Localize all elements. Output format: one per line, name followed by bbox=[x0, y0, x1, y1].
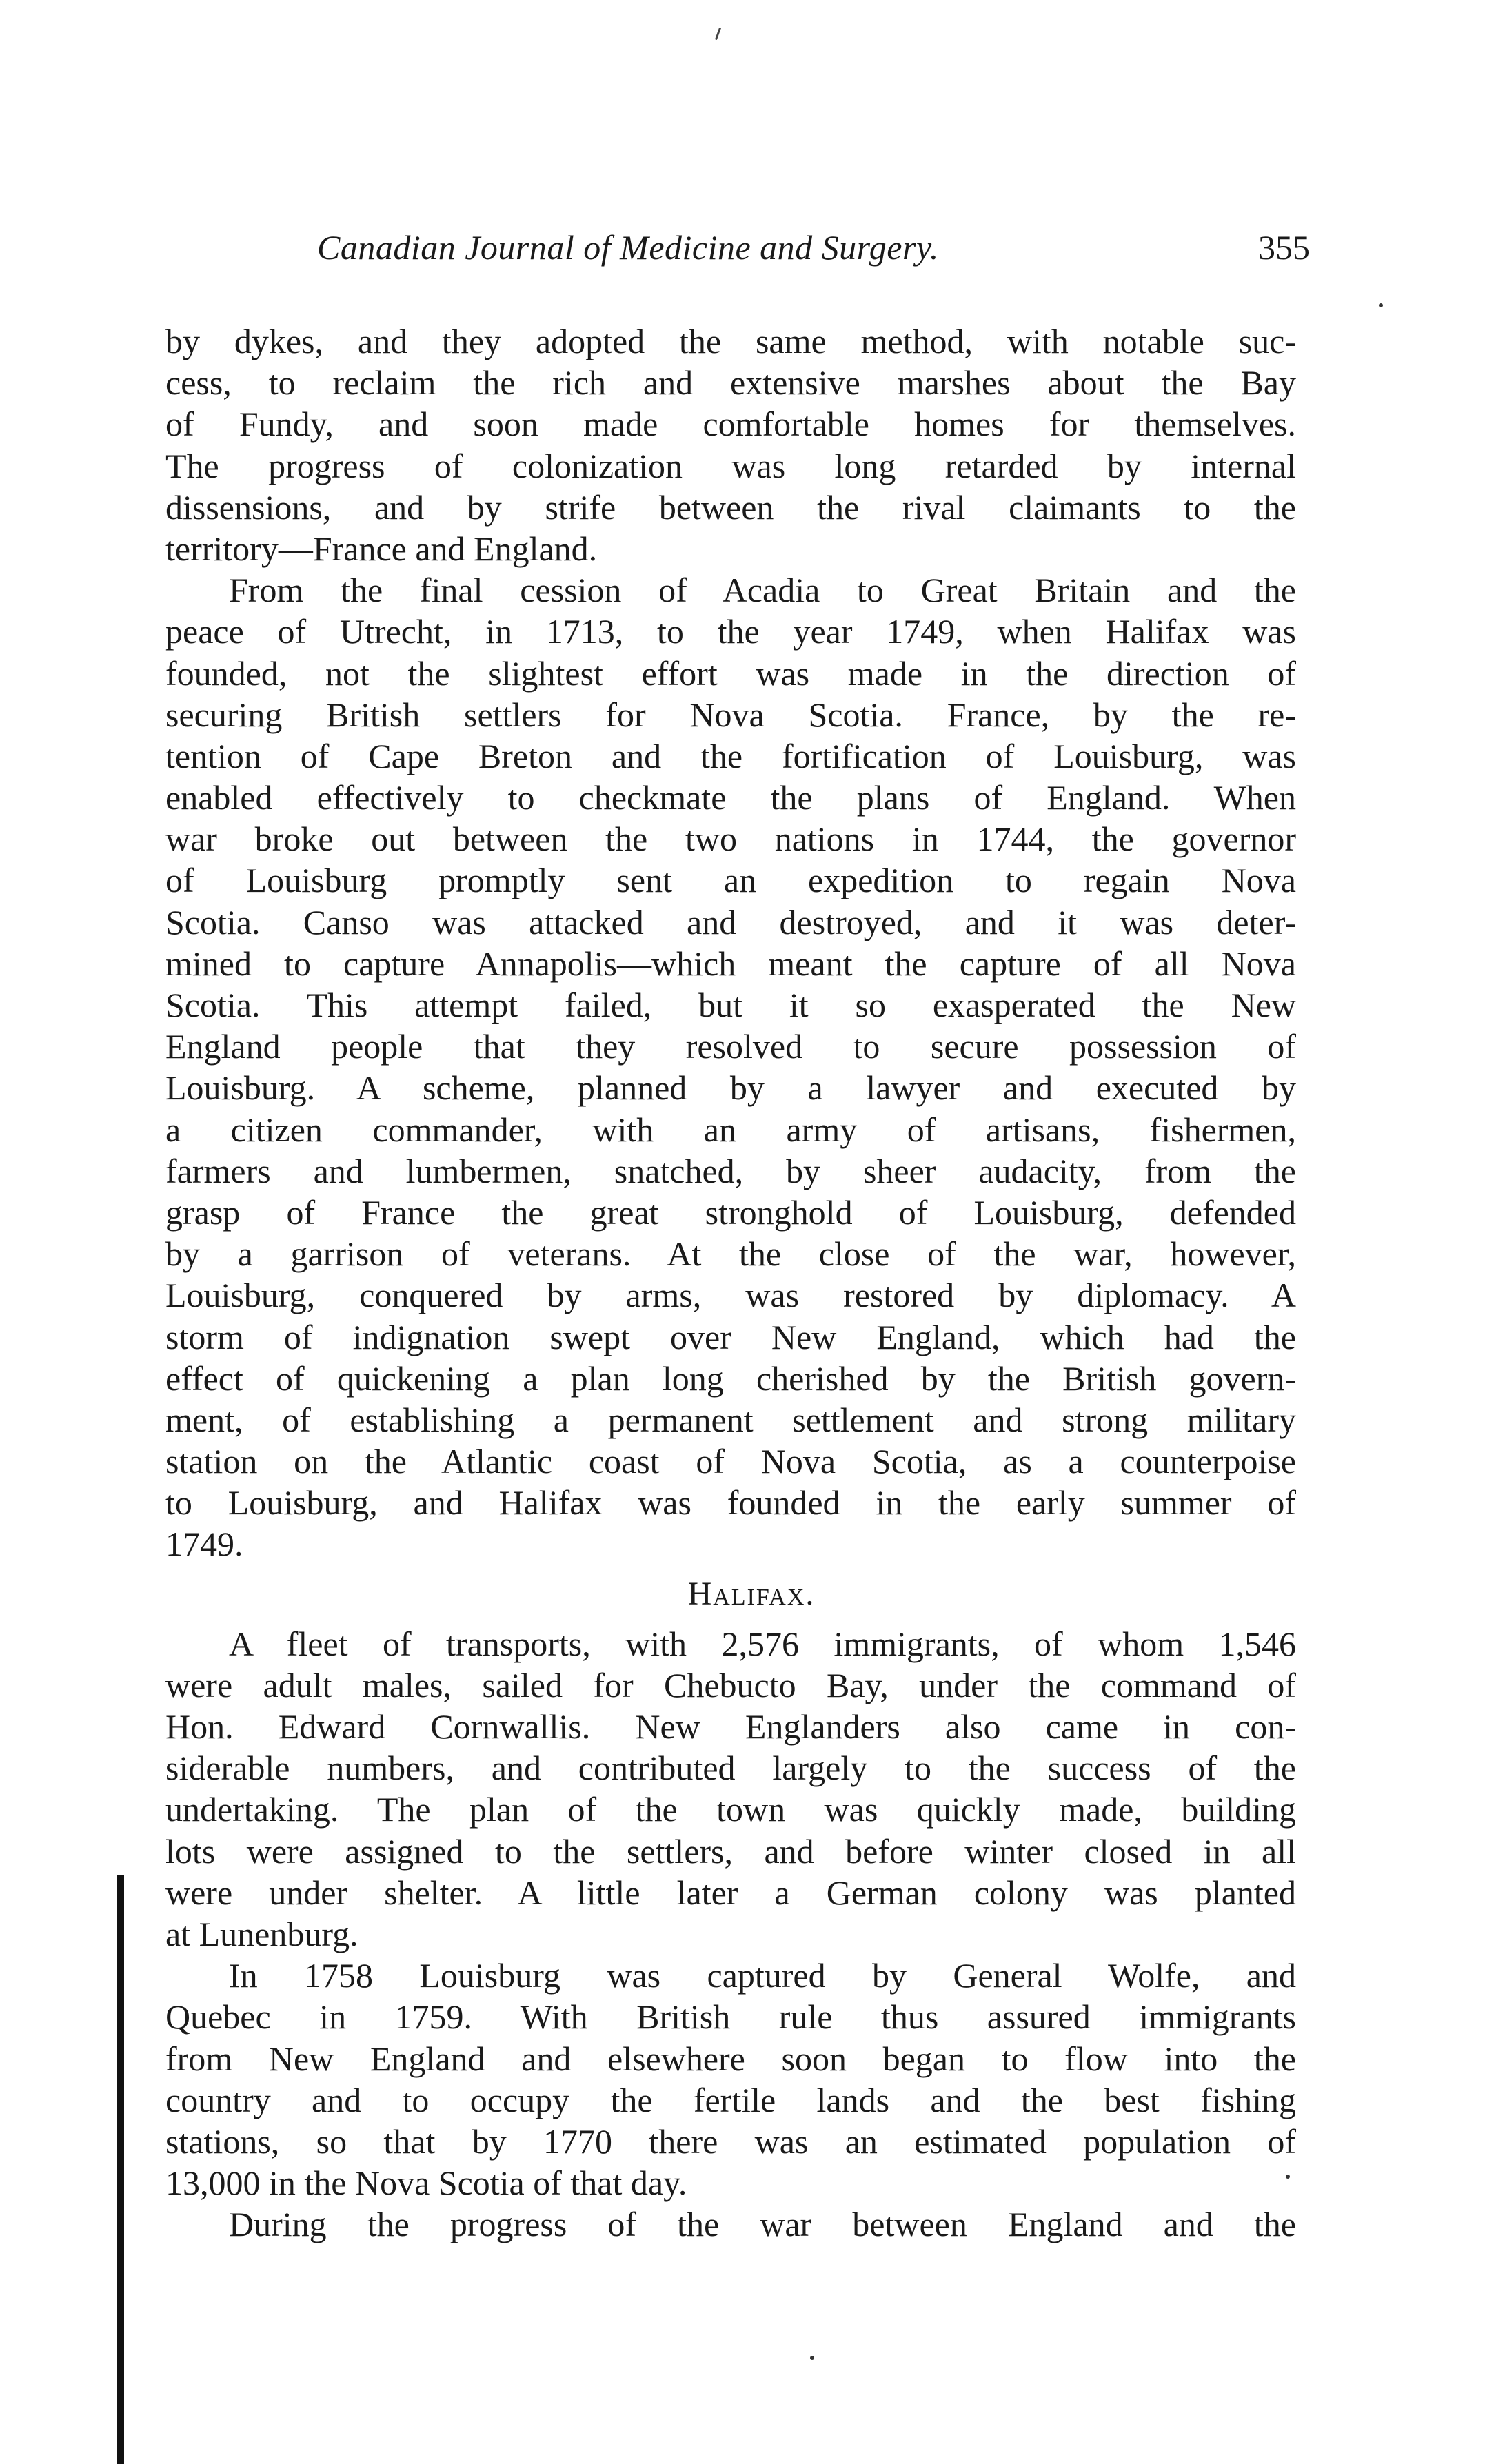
text-line: stations, so that by 1770 there was an estimated population of bbox=[165, 2121, 1296, 2161]
page-header bbox=[317, 227, 1310, 283]
text-line: 13,000 in the Nova Scotia of that day. bbox=[165, 2163, 687, 2203]
text-line: tention of Cape Breton and the fortification of Louisburg, was bbox=[165, 736, 1296, 775]
section-heading: Halifax. bbox=[687, 1575, 816, 1612]
text-line: securing British settlers for Nova Scotia. France, by the re- bbox=[165, 695, 1296, 734]
text-line: Hon. Edward Cornwallis. New Englanders also came in con- bbox=[165, 1707, 1296, 1746]
paragraph bbox=[165, 2203, 1296, 2245]
paragraph bbox=[165, 569, 1296, 1565]
text-line: by a garrison of veterans. At the close of the war, however, bbox=[165, 1234, 1296, 1274]
text-line: Louisburg, conquered by arms, was restored by diplomacy. A bbox=[165, 1276, 1296, 1315]
page-number: 355 bbox=[1258, 228, 1310, 267]
paragraph bbox=[165, 320, 1296, 569]
text-line: of Fundy, and soon made comfortable homes for themselves. bbox=[165, 405, 1296, 444]
running-title: Canadian Journal of Medicine and Surgery. bbox=[317, 228, 939, 267]
text-line: dissensions, and by strife between the rival claimants to the bbox=[165, 487, 1296, 527]
text-line: territory—France and England. bbox=[165, 529, 598, 568]
text-line: effect of quickening a plan long cherished by the British govern- bbox=[165, 1358, 1296, 1398]
margin-rule bbox=[117, 1875, 124, 2464]
text-line: The progress of colonization was long retarded by internal bbox=[165, 446, 1296, 485]
text-line: farmers and lumbermen, snatched, by sheer audacity, from the bbox=[165, 1151, 1296, 1190]
text-line: During the progress of the war between England and the bbox=[229, 2205, 1296, 2244]
text-line: Scotia. This attempt failed, but it so exasperated the New bbox=[165, 986, 1296, 1024]
text-line: station on the Atlantic coast of Nova Scotia, as a counterpoise bbox=[165, 1442, 1296, 1481]
text-line: enabled effectively to checkmate the plans of England. When bbox=[165, 778, 1296, 817]
text-line: lots were assigned to the settlers, and before winter closed in all bbox=[165, 1831, 1296, 1871]
text-line: by dykes, and they adopted the same method, with notable suc- bbox=[165, 322, 1296, 360]
text-line: country and to occupy the fertile lands and the best fishing bbox=[165, 2080, 1296, 2119]
text-line: siderable numbers, and contributed largely to the success of the bbox=[165, 1749, 1296, 1788]
text-line: undertaking. The plan of the town was quickly made, building bbox=[165, 1790, 1296, 1829]
text-line: founded, not the slightest effort was made in the direction of bbox=[165, 653, 1296, 693]
text-line: of Louisburg promptly sent an expedition to regain Nova bbox=[165, 861, 1296, 900]
text-line: In 1758 Louisburg was captured by General Wolfe, and bbox=[229, 1956, 1296, 1995]
text-line: a citizen commander, with an army of artisans, fishermen, bbox=[165, 1110, 1296, 1149]
text-line: peace of Utrecht, in 1713, to the year 1749, when Halifax was bbox=[165, 612, 1296, 651]
body-text bbox=[165, 320, 1296, 2245]
text-line: ment, of establishing a permanent settlement and strong military bbox=[165, 1400, 1296, 1439]
text-line: Scotia. Canso was attacked and destroyed, and it was deter- bbox=[165, 902, 1296, 941]
text-line: were adult males, sailed for Chebucto Bay, under the command of bbox=[165, 1665, 1296, 1704]
text-line: grasp of France the great stronghold of Louisburg, defended bbox=[165, 1192, 1296, 1232]
margin-tick-mark bbox=[715, 28, 721, 40]
text-line: were under shelter. A little later a German colony was planted bbox=[165, 1873, 1296, 1912]
text-line: England people that they resolved to secure possession of bbox=[165, 1027, 1296, 1066]
text-line: Louisburg. A scheme, planned by a lawyer and executed by bbox=[165, 1068, 1296, 1108]
text-line: war broke out between the two nations in 1744, the governor bbox=[165, 819, 1296, 859]
text-line: storm of indignation swept over New England, which had the bbox=[165, 1317, 1296, 1356]
margin-speck bbox=[1379, 303, 1383, 307]
margin-speck bbox=[810, 2356, 814, 2360]
text-line: From the final cession of Acadia to Great Britain and the bbox=[229, 571, 1296, 610]
paragraph bbox=[165, 1955, 1296, 2203]
text-line: 1749. bbox=[165, 1525, 243, 1564]
text-line: cess, to reclaim the rich and extensive marshes about the Bay bbox=[165, 363, 1296, 403]
text-line: mined to capture Annapolis—which meant the capture of all Nova bbox=[165, 944, 1296, 983]
text-line: at Lunenburg. bbox=[165, 1914, 358, 1953]
text-line: Quebec in 1759. With British rule thus assured immigrants bbox=[165, 1997, 1296, 2037]
text-line: to Louisburg, and Halifax was founded in the early summer of bbox=[165, 1483, 1296, 1523]
text-line: from New England and elsewhere soon began to flow into the bbox=[165, 2039, 1296, 2078]
text-line: A fleet of transports, with 2,576 immigrants, of whom 1,546 bbox=[229, 1624, 1296, 1663]
paragraph bbox=[165, 1623, 1296, 1955]
